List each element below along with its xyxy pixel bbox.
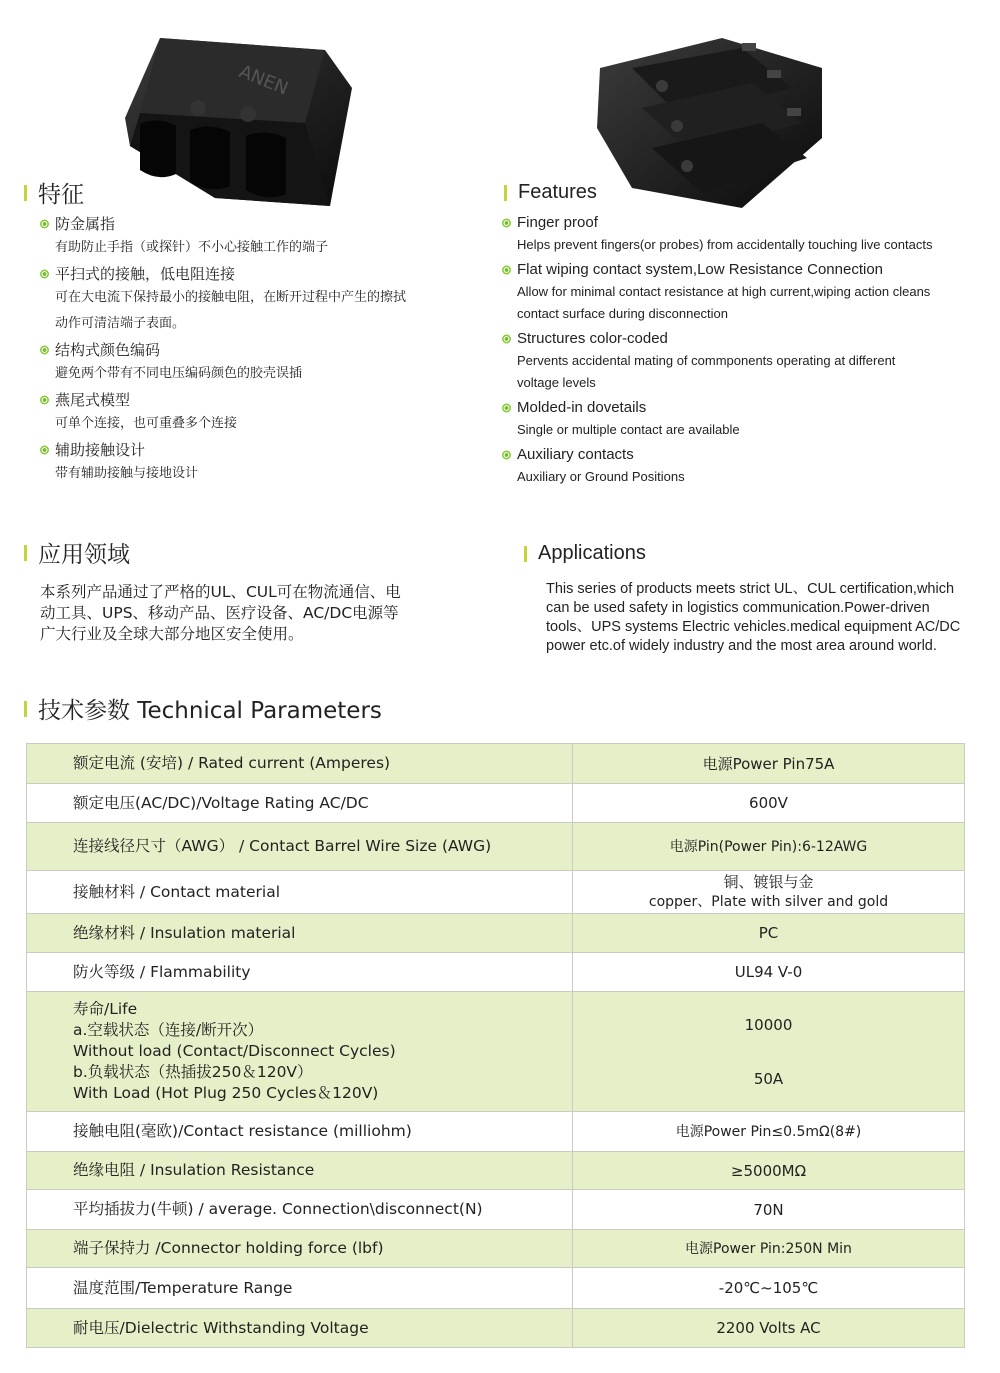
feature-title: 平扫式的接触，低电阻连接: [55, 265, 236, 283]
feature-description: 有助防止手指（或探针）不小心接触工作的端子: [55, 240, 329, 255]
parameter-label: 绝缘材料 / Insulation material: [27, 914, 573, 953]
value-line: 铜、镀银与金: [723, 873, 814, 891]
parameter-value: ≥5000MΩ: [573, 1152, 965, 1190]
features-en-list: [502, 212, 992, 491]
parameter-value: PC: [573, 914, 965, 953]
table-row: [27, 784, 965, 823]
feature-title: 辅助接触设计: [55, 441, 146, 459]
table-row: [27, 871, 965, 914]
list-item: [40, 339, 480, 387]
value-line: 50A: [753, 1069, 784, 1088]
heading-accent-bar: [24, 701, 27, 717]
table-row: [27, 823, 965, 871]
technical-parameters-table: [26, 743, 965, 1348]
bullet-icon: [40, 446, 49, 455]
table-row: [27, 1230, 965, 1268]
list-item: [40, 389, 480, 437]
bullet-icon: [502, 266, 511, 275]
parameter-value: UL94 V-0: [573, 953, 965, 992]
value-line: copper、Plate with silver and gold: [648, 894, 889, 910]
parameter-label: [27, 992, 573, 1112]
technical-parameters-heading: [38, 692, 382, 725]
applications-cn-text: [40, 582, 460, 645]
table-row: [27, 1309, 965, 1348]
heading-accent-bar: [24, 545, 27, 561]
feature-title: 防金属指: [55, 215, 116, 233]
paragraph-line: tools、UPS systems Electric vehicles.medical equipment AC/DC: [546, 619, 961, 635]
bullet-icon: [502, 335, 511, 344]
applications-cn-title: 应用领域: [38, 542, 130, 568]
features-en-heading: [518, 181, 597, 204]
table-row: [27, 914, 965, 953]
description-line: Pervents accidental mating of commponents operating at different: [517, 353, 896, 368]
bullet-icon: [502, 404, 511, 413]
brand-logo: ANEN: [236, 61, 291, 100]
feature-description: 带有辅助接触与接地设计: [55, 466, 199, 481]
table-row: [27, 1112, 965, 1152]
feature-title: 结构式颜色编码: [55, 341, 161, 359]
applications-en-heading: [538, 542, 646, 565]
paragraph-line: 本系列产品通过了严格的UL、CUL可在物流通信、电: [40, 583, 401, 601]
features-cn-heading: [38, 176, 84, 209]
parameter-label: 绝缘电阻 / Insulation Resistance: [27, 1152, 573, 1190]
table-row: [27, 1190, 965, 1230]
feature-description: 避免两个带有不同电压编码颜色的胶壳误插: [55, 366, 303, 381]
feature-title: 燕尾式模型: [55, 391, 131, 409]
parameter-value: [573, 871, 965, 914]
parameter-label: 额定电流 (安培) / Rated current (Amperes): [27, 744, 573, 784]
value-line: 电源Pin(Power Pin):6-12AWG: [669, 839, 868, 855]
feature-title: Auxiliary contacts: [517, 446, 634, 463]
description-line: contact surface during disconnection: [517, 306, 729, 321]
features-cn-title: 特征: [38, 182, 84, 208]
label-line: With Load (Hot Plug 250 Cycles＆120V): [73, 1084, 379, 1102]
heading-accent-bar: [504, 185, 507, 201]
value-line: 电源Power Pin≤0.5mΩ(8#): [675, 1124, 862, 1140]
feature-description: Auxiliary or Ground Positions: [517, 469, 685, 484]
paragraph-line: This series of products meets strict UL、CUL certification,which: [546, 581, 955, 597]
feature-description: [502, 281, 992, 325]
applications-cn-heading: [38, 536, 130, 569]
parameter-label: 连接线径尺寸（AWG） / Contact Barrel Wire Size (AWG): [27, 823, 573, 871]
list-item: [502, 444, 992, 488]
value-line: 电源Power Pin:250N Min: [685, 1241, 852, 1257]
bullet-icon: [502, 451, 511, 460]
list-item: [502, 259, 992, 325]
parameter-value: -20℃~105℃: [573, 1268, 965, 1309]
connector-front-image: [120, 28, 355, 208]
parameter-value: [573, 1230, 965, 1268]
list-item: [40, 263, 480, 337]
feature-title: Finger proof: [517, 214, 598, 231]
parameter-value: [573, 823, 965, 871]
description-line: 可在大电流下保持最小的接触电阻，在断开过程中产生的擦拭: [55, 290, 407, 305]
parameter-value: 600V: [573, 784, 965, 823]
list-item: [502, 397, 992, 441]
bullet-icon: [502, 219, 511, 228]
parameter-label: 接触电阻(毫欧)/Contact resistance (milliohm): [27, 1112, 573, 1152]
heading-accent-bar: [524, 546, 527, 562]
description-line: voltage levels: [517, 375, 596, 390]
feature-description: Helps prevent fingers(or probes) from accidentally touching live contacts: [517, 237, 933, 252]
feature-title: Molded-in dovetails: [517, 399, 647, 416]
label-line: Without load (Contact/Disconnect Cycles): [73, 1042, 396, 1060]
table-row: [27, 744, 965, 784]
bullet-icon: [40, 220, 49, 229]
parameter-value: [573, 992, 965, 1112]
list-item: [40, 213, 480, 261]
applications-en-text: [546, 580, 994, 656]
parameter-label: 耐电压/Dielectric Withstanding Voltage: [27, 1309, 573, 1348]
parameter-label: 防火等级 / Flammability: [27, 953, 573, 992]
parameter-label: 平均插拔力(牛顿) / average. Connection\disconnect(N): [27, 1190, 573, 1230]
label-line: a.空载状态（连接/断开次）: [73, 1021, 264, 1039]
list-item: [502, 328, 992, 394]
value-line: 10000: [744, 1015, 793, 1034]
label-line: b.负载状态（热插拔250＆120V）: [73, 1063, 313, 1081]
paragraph-line: power etc.of widely industry and the most area around world.: [546, 638, 937, 654]
list-item: [40, 439, 480, 487]
list-item: [502, 212, 992, 256]
feature-title: Flat wiping contact system,Low Resistance Connection: [517, 261, 884, 278]
connector-rear-image: [592, 28, 832, 213]
feature-title: Structures color-coded: [517, 330, 668, 347]
parameter-value: 70N: [573, 1190, 965, 1230]
parameter-value: 2200 Volts AC: [573, 1309, 965, 1348]
parameter-label: 接触材料 / Contact material: [27, 871, 573, 914]
paragraph-line: 广大行业及全球大部分地区安全使用。: [40, 625, 304, 643]
bullet-icon: [40, 396, 49, 405]
parameter-value: 电源Power Pin75A: [573, 744, 965, 784]
feature-description: [502, 350, 992, 394]
feature-description: 可单个连接，也可重叠多个连接: [55, 416, 238, 431]
heading-accent-bar: [24, 185, 27, 201]
table-row: [27, 1152, 965, 1190]
parameter-label: 额定电压(AC/DC)/Voltage Rating AC/DC: [27, 784, 573, 823]
applications-en-title: Applications: [538, 542, 646, 564]
parameter-label: 端子保持力 /Connector holding force (lbf): [27, 1230, 573, 1268]
table-row: [27, 992, 965, 1112]
technical-parameters-title: 技术参数 Technical Parameters: [38, 698, 382, 724]
table-row: [27, 953, 965, 992]
paragraph-line: 动工具、UPS、移动产品、医疗设备、AC/DC电源等: [40, 604, 399, 622]
features-en-title: Features: [518, 181, 597, 203]
table-row: [27, 1268, 965, 1309]
description-line: 动作可清洁端子表面。: [55, 316, 186, 331]
feature-description: [40, 285, 480, 337]
parameter-value: [573, 1112, 965, 1152]
label-line: 寿命/Life: [73, 1000, 138, 1018]
parameter-label: 温度范围/Temperature Range: [27, 1268, 573, 1309]
paragraph-line: can be used safety in logistics communication.Power-driven: [546, 600, 930, 616]
description-line: Allow for minimal contact resistance at high current,wiping action cleans: [517, 284, 931, 299]
bullet-icon: [40, 346, 49, 355]
feature-description: Single or multiple contact are available: [517, 422, 740, 437]
features-cn-list: [40, 213, 480, 489]
bullet-icon: [40, 270, 49, 279]
